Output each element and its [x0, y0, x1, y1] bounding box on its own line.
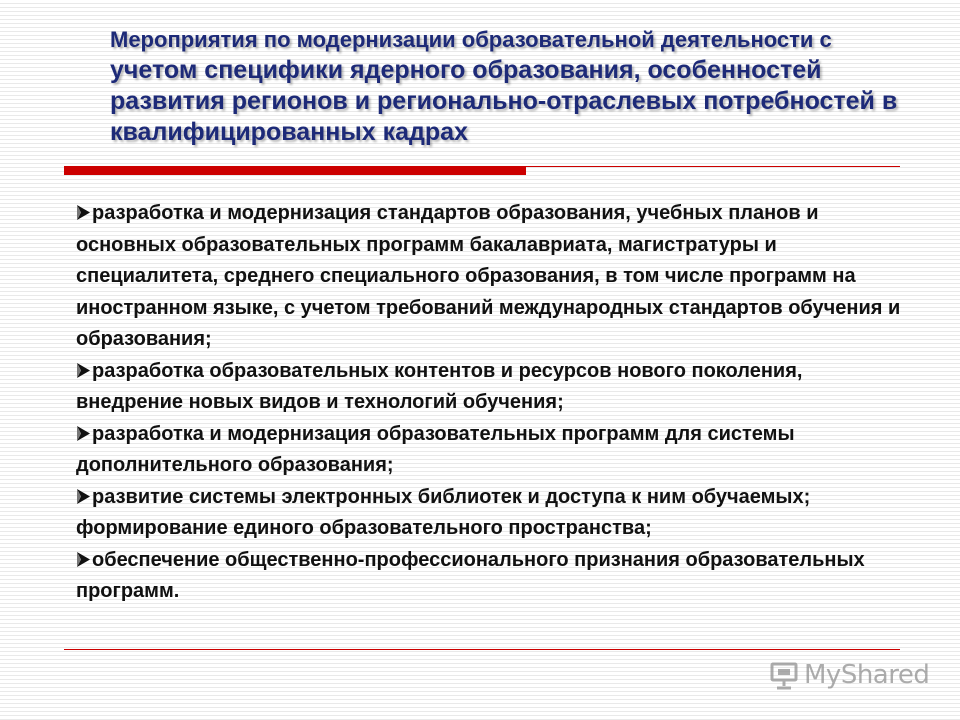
red-accent-bar [64, 166, 526, 175]
slide-title [110, 24, 910, 148]
arrow-bullet-icon [76, 362, 91, 379]
presentation-board-icon [768, 659, 800, 691]
bullet-list [76, 198, 906, 608]
arrow-bullet-icon [76, 204, 91, 221]
watermark-text: MyShared [804, 660, 930, 690]
watermark [768, 657, 929, 693]
bullet-item [76, 356, 906, 419]
bullet-item [76, 198, 906, 356]
slide-title-rest: учетом специфики ядерного образования, особенностей развития регионов и регионально-отраслевых потребностей в квалифицированных кадрах [110, 56, 898, 146]
bullet-item [76, 482, 906, 545]
bullet-text: разработка образовательных контентов и ресурсов нового поколения, внедрение новых видов и технологий обучения; [76, 359, 803, 413]
arrow-bullet-icon [76, 488, 91, 505]
bullet-text: развитие системы электронных библиотек и доступа к ним обучаемых; формирование единого образовательного пространства; [76, 485, 811, 539]
bullet-text: обеспечение общественно-профессионального признания образовательных программ. [76, 548, 865, 602]
slide-title-line1: Мероприятия по модернизации образовательной деятельности с [110, 27, 832, 52]
arrow-bullet-icon [76, 551, 91, 568]
bullet-text: разработка и модернизация образовательных программ для системы дополнительного образования; [76, 422, 795, 476]
bullet-text: разработка и модернизация стандартов образования, учебных планов и основных образовательных программ бакалавриата, магистратуры и специалитета, среднего специального образования, в том числе программ на иностранном языке, с учетом требований международных стандартов обучения и образования; [76, 202, 901, 350]
red-bottom-line [64, 649, 900, 650]
bullet-item [76, 419, 906, 482]
bullet-item [76, 545, 906, 608]
arrow-bullet-icon [76, 425, 91, 442]
